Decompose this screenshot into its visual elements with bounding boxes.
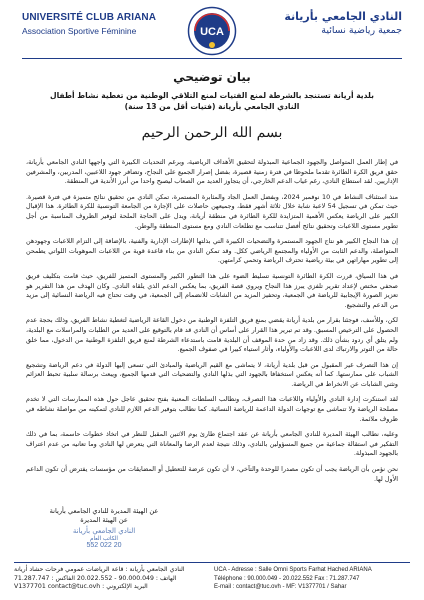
footer-line: البريد الإلكتروني : V1377701 contact@tuc.ovh	[14, 583, 148, 591]
letterhead-french	[22, 12, 172, 36]
paragraph: وعليه، نطالب الهيئة المديرة للنادي الجامعي بأريانة عن عقد اجتماع طارئ يوم الاثنين المقبل للنظر في اتخاذ خطوات حاسمة، بما في ذلك التفكير في استقالة جماعية من جميع المسؤولين بالنادي، وذلك نتيجة لعدم الرضا والمعاناة التي يتعرض لها النادي وما تعانيه من عدم اعتراف بالجهود المبذولة.	[26, 430, 398, 458]
crest-text: UCA	[200, 26, 224, 38]
footer-divider	[14, 562, 410, 563]
paragraph: لكن، وللأسف، فوجئنا بقرار من بلدية أريانة يقضي بمنع فريق التلفزة الوطنية من دخول القاعة الرياضية لتغطية نشاط الفريق، وذلك بحجة عدم الحصول على الترخيص المسبق. وقد تم تبرير هذا القرار على أساس أن النادي قد قام بالتوقيع على العديد من الطلبات والمراسلات مع البلدية، ولم يتلق أي ردود بشأن ذلك. وقد زاد من حدة الموقف أن البلدية قامت باستدعاء الشرطة لمنع فريق التلفزة الوطنية من الدخول، مما خلق حالة من التوتر والارتباك لدى اللاعبات والأولياء، وأثار استياء كبيرا في صفوف الجميع.	[26, 316, 398, 354]
club-crest-logo	[187, 6, 237, 56]
paragraph: لقد استنكرت إدارة النادي والأولياء واللاعبات هذا التصرف، ونطالب السلطات المعنية بفتح تحقيق عاجل حول هذه الممارسات التي لا تخدم مصلحة الرياضة ولا تتماشى مع توجهات الدولة الداعمة للرياضة النسائية. كما نطالب بتوفير الدعم اللازم للنادي لتمكينه من مواصلة نشاطه في ظروف ملائمة.	[26, 395, 398, 423]
paragraph: في هذا السياق، قررت الكرة الطائرة التونسية تسليط الضوء على هذا التطور الكبير والمستوى المتميز للفريق، حيث قامت بتكليف فريق صحفي مختص لإعداد تقرير تلفزي يبرز هذا النجاح ويروي قصة الفريق، بما يعكس الدعم الذي يلقاه النادي. وكان الهدف من هذا التقرير هو تعزيز الصورة الإيجابية للرياضة في الجمعية، وتحفيز المزيد من الشابات للانضمام إلى الجمعية، في وقت تحتاج فيه الرياضة النسائية إلى مزيد من الدعم والتشجيع.	[26, 271, 398, 309]
header-divider	[22, 58, 402, 59]
paragraph: منذ استئناف النشاط في 10 نوفمبر 2024، وبفضل العمل الجاد والمثابرة المستمرة، تمكن النادي من تحقيق نتائج متميزة في فترة قصيرة. حيث تمكن في تسجيل 54 لاعبة شابة خلال ثلاثة أشهر فقط، وجميعهن حاصلات على الإجازة من الجامعة التونسية للكرة الطائرة. هذا الإقبال الكبير على الرياضة يعكس الأهمية المتزايدة للكرة الطائرة في منطقة أريانة، ويدل على الحاجة الملحة لتوفير الظروف المناسبة من أجل تطوير مستوى اللاعبات وتحقيق نتائج أفضل تتناسب مع تطلعات النادي ومع مستوى المنطقة والوطن.	[26, 192, 398, 230]
paragraph: نحن نؤمن بأن الرياضة يجب أن تكون مصدرا للوحدة والتآخي، لا أن تكون عرضة للتعطيل أو المضايقات من مؤسسات يفترض أن تكون الداعم الأول لها.	[26, 465, 398, 483]
club-name-fr: UNIVERSITÉ CLUB ARIANA	[22, 12, 157, 23]
footer-line: الهاتف : 90.000.049 - 20.022.552 الفاكس : 71.287.747	[14, 574, 177, 582]
club-subtitle-fr: Association Sportive Féminine	[22, 26, 137, 36]
footer-line: Téléphone : 90.000.049 - 20.022.552 Fax : 71.287.747	[214, 575, 360, 582]
stamp-role: الكاتب العام	[89, 536, 118, 542]
footer-line: النادي الجامعي بأريانة : قاعة الرياضات عمومي فرحات حشاد أريانة	[14, 566, 185, 573]
document-title: بيان توضيحي	[173, 70, 251, 84]
paragraph: في إطار العمل المتواصل والجهود الجماعية المبذولة لتحقيق الأهداف الرياضية، وبرغم التحديات الكبيرة التي واجهها النادي الجامعي بأريانة، حقق فريق الكرة الطائرة تقدما ملحوظا في فترة زمنية قصيرة، بفضل إصرار الجميع على النجاح، وتضافر جهود اللاعبين، المدربين، والمشرفين الإداريين. لقد استطاع النادي، رغم غياب الدعم الخارجي، أن يتجاوز العديد من الصعاب ليصبح واحدا من أبرز الأندية في المنطقة.	[26, 158, 398, 186]
signature-block	[44, 507, 164, 549]
footer-french	[214, 566, 410, 592]
signature-line: عن الهيئة المديرة للنادي الجامعي بأريانة	[49, 507, 159, 515]
document-subtitle: بلدية أريانة تستنجد بالشرطة لمنع الفتيات لمنع التلاقي الوطنية من تغطية نشاط أطفال النادي الجامعي بأريانة (فتيات أقل من 13 سنة)	[49, 91, 374, 111]
stamp-club: النادي الجامعي بأريانة	[72, 527, 136, 535]
club-name-ar: النادي الجامعي بأريانة	[284, 10, 402, 23]
statement-body	[26, 158, 398, 490]
footer-line: UCA - Adresse : Salle Omni Sports Farhat Hached ARIANA	[214, 567, 372, 573]
signature-line: عن الهيئة المديرة	[80, 516, 128, 524]
letterhead	[0, 0, 424, 60]
basmala: بسم الله الرحمن الرحيم	[141, 125, 283, 141]
footer-arabic	[14, 566, 204, 592]
paragraph: إن هذا التصرف غير المقبول من قبل بلدية أريانة، لا يتماشى مع القيم الرياضية والمبادئ التي تسعى إليها الدولة في دعم الرياضة وتشجيع الشباب على ممارستها. كما أنه يعكس استخفافا بالجهود التي بذلها النادي والتضحيات التي قدمها الجميع، ويبعث برسالة سلبية تحبط العزائم وتثني الشابات عن الانخراط في الرياضة.	[26, 360, 398, 388]
club-subtitle-ar: جمعية رياضية نسائية	[321, 25, 402, 36]
letterhead-arabic	[252, 10, 402, 36]
stamp-phone: 20 022 552	[86, 542, 122, 549]
paragraph: إن هذا النجاح الكبير هو نتاج الجهود المستمرة والتضحيات الكبيرة التي بذلتها الإطارات الإدارية والفنية، بالإضافة إلى التزام اللاعبات وجهودهن المتواصلة، والدعم الثابت من الأولياء والمجتمع الرياضي ككل. وقد تمكن النادي من بناء قاعدة قوية من اللاعبات الموهوبات اللواتي يطمحن إلى تطوير مهاراتهن في بيئة رياضية تحترف الرياضة وتحمي كرامتهن.	[26, 237, 398, 265]
footer-line: E-mail : contact@tuc.ovh - MF: V1377701 / Sahar	[214, 584, 347, 591]
